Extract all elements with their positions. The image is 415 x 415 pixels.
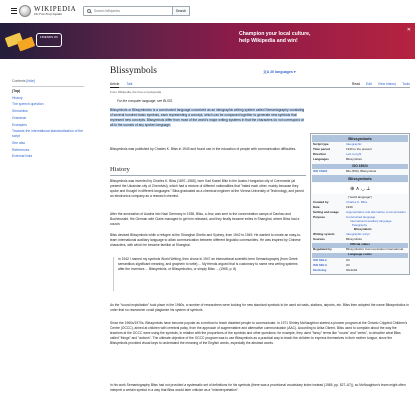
hatnote[interactable]: For the computer language, see BLISS. bbox=[117, 99, 173, 103]
infobox-row: Time period 1949 to the present bbox=[313, 147, 372, 152]
toc-item-grammar[interactable]: Grammar bbox=[12, 115, 27, 120]
infobox-row: ISO 639-2 zbl bbox=[313, 257, 350, 262]
table-of-contents bbox=[12, 79, 84, 161]
toc-item-top[interactable]: (Top) bbox=[12, 88, 21, 93]
infobox-codes-header: Language codes bbox=[312, 253, 408, 258]
infobox-row: Languages Blissymbols bbox=[313, 157, 362, 162]
tab-edit[interactable]: Edit bbox=[366, 82, 372, 86]
infobox-row: Date 1949 bbox=[313, 205, 353, 210]
tab-read[interactable]: Read bbox=[351, 82, 361, 86]
quote-bar bbox=[113, 257, 114, 291]
infobox-row: ISO 15924 Blis (550), Blissymbols bbox=[313, 168, 377, 173]
tools-menu[interactable]: Tools bbox=[402, 82, 410, 86]
wikipedia-globe-icon bbox=[19, 5, 31, 17]
toc-item-examples[interactable]: Examples bbox=[12, 122, 27, 127]
infobox-section-title: Blissymbols bbox=[312, 175, 408, 182]
infobox-caption: ("world language") bbox=[347, 195, 373, 200]
history-paragraph-6: Since the 1960s/1970s, Blissymbols have become popular as a method to teach disabled people to communicate. In 1971 Shirley McNaughton started a pioneer program at the Ontario Crippled Children's Centre (OCCC), aimed at children with cerebral palsy, from the approach of augmentative and alternative communication (AAC). According to Arika Okrent, Bliss used to complain about the way the teachers at the OCCC were using the symbols, in relation with the proportions of the symbols and other questions: for example, they used "fancy" terms like "nouns" and "verbs", to describe what Bliss called "things" and "actions". The ultimate objective of the OCCC program was to use Blissymbols as a practical way to teach the children to express themselves in their mother tongue, since the Blissymbols provided visual keys to understand the meaning of the English words, especially the abstract words. bbox=[110, 321, 408, 345]
tab-talk[interactable]: Talk bbox=[126, 82, 133, 86]
infobox-row: Script type Ideographic bbox=[313, 141, 362, 146]
history-paragraph-5: As the "sound exploitation" took place in the 1960s, a number of researchers were looking for new standard symbols to be used at roads, stations, airports, etc. Bliss then adopted the name Blissymbolics in order that no researcher could plagiarize his system of symbols. bbox=[110, 303, 409, 312]
logo-tagline: The Free Encyclopedia bbox=[34, 11, 62, 16]
history-paragraph-2: After the annexation of Austria into Nazi Germany in 1938, Bliss, a Jew, was sent to the concentration camps of Dachau and Buchenwald. His German wife Claire managed to get him released, and they finally became exiles in Shanghai, where Bliss had a cousin. bbox=[110, 212, 300, 226]
infobox-row: ISO 639-3 zbl bbox=[313, 262, 350, 267]
infobox-row: Regulated by Blissymbolics Communication International bbox=[313, 247, 404, 252]
toc-hide-button[interactable]: [hide] bbox=[26, 79, 35, 83]
logo-title: WIKIPEDIA bbox=[34, 4, 77, 13]
article-header bbox=[110, 66, 410, 77]
infobox-title: Blissymbols bbox=[312, 135, 408, 142]
wikipedia-logo[interactable] bbox=[19, 4, 77, 18]
infobox bbox=[310, 133, 410, 275]
lead-paragraph-2: Blissymbols was published by Charles K. Bliss in 1949 and found use in the education of people with communication difficulties. bbox=[110, 147, 297, 151]
infobox-row: Created by Charles K. Bliss bbox=[313, 200, 368, 205]
close-icon[interactable]: ✕ bbox=[406, 27, 411, 33]
toc-item-standardization[interactable]: Towards the international standardization of the script bbox=[12, 129, 84, 139]
history-heading: History bbox=[110, 166, 306, 176]
banner-logo: FRIENDS OF bbox=[36, 33, 62, 47]
blockquote: In 1942 I named my symbols World Writing, then chose in 1947 an international scientific term Semantography (from Greek semantikos significant meaning, and graphein to write) ... My friends argued that is customary to name new writing systems after the inventors ... Blissymbols, or Blissymbolics, or simply Bliss ... (1965, p. 8) bbox=[118, 257, 298, 271]
search-input[interactable] bbox=[83, 6, 173, 16]
infobox-row: Glottolog blis1234 bbox=[313, 267, 358, 272]
language-icon: 文A bbox=[263, 70, 271, 74]
main-menu-icon[interactable] bbox=[11, 8, 17, 14]
toc-item-see-also[interactable]: See also bbox=[12, 140, 26, 145]
toc-item-external-links[interactable]: External links bbox=[12, 154, 33, 159]
toc-item-references[interactable]: References bbox=[12, 147, 30, 152]
toc-item-speech-question[interactable]: The speech question bbox=[12, 102, 44, 107]
infobox-official-header: Official status bbox=[312, 243, 408, 248]
toc-item-history[interactable]: History bbox=[12, 95, 23, 100]
history-paragraph-3: Bliss devised Blissymbols while a refugee at the Shanghai Ghetto and Sydney, from 1942 to 1949. He wanted to create an easy-to-learn international auxiliary language to allow communication between different linguistic communities. He was inspired by Chinese characters, with which he became familiar at Shanghai. bbox=[110, 233, 302, 247]
page-tabs bbox=[110, 80, 410, 88]
infobox-row: Writing system Ideographic script bbox=[313, 232, 370, 237]
blissymbol-sample-image: ⊕ ∧ ◡ ⟂ bbox=[312, 183, 408, 194]
infobox-iso-header: ISO 15924 bbox=[312, 164, 408, 169]
history-paragraph-1: Blissymbols was invented by Charles K. Bliss (1897–1985), born Karl Kasiel Blitz in the Austro-Hungarian city of Czernowitz (at present the Ukrainian city of Chernivtsi), which had a mixture of different nationalities that "hated each other, mainly because they spoke and thought in different languages." Bliss graduated as a chemical engineer at the Vienna University of Technology, and joined an electronics company as a research chemist. bbox=[110, 179, 304, 198]
search-icon bbox=[87, 9, 91, 13]
banner-tagline: Champion your local culture, help Wikipedia and win! bbox=[239, 31, 311, 45]
language-button[interactable]: 文A 20 languages ▾ bbox=[263, 70, 296, 74]
infobox-row: Purpose Constructed language International auxiliary language Pasigraphy Blissymbols bbox=[313, 215, 392, 232]
site-subtitle: From Wikipedia, the free encyclopedia bbox=[110, 90, 162, 94]
lead-paragraph: Blissymbols or Blissymbolics is a constructed language conceived as an ideographic writing system called Semantography consisting of several hundred basic symbols, each representing a concept, which can be composed together to generate new symbols that represent new concepts. Blissymbols differ from most of the world's major writing systems in that the characters do not correspond at all to the sounds of any spoken language. bbox=[110, 108, 305, 127]
search-button[interactable]: Search bbox=[172, 6, 190, 16]
page-title: Blissymbols bbox=[110, 66, 157, 76]
toc-item-semantics[interactable]: Semantics bbox=[12, 109, 28, 114]
tab-view-history[interactable]: View history bbox=[377, 82, 397, 86]
toc-title: Contents bbox=[12, 79, 26, 83]
infobox-row: Sources Blissymbols bbox=[313, 237, 362, 242]
tab-article[interactable]: Article bbox=[110, 82, 120, 86]
fundraising-banner[interactable] bbox=[0, 23, 415, 59]
search-placeholder: Search Wikipedia bbox=[94, 8, 120, 13]
infobox-row: Setting and usage Augmentative and alternative communication bbox=[313, 210, 406, 215]
infobox-row: Direction Left-to-right bbox=[313, 152, 362, 157]
site-header bbox=[0, 0, 415, 22]
history-paragraph-7: In his work Semantography Bliss had not provided a systematic set of definitions for his symbols (there was a provisional vocabulary index instead (1965, pp. 827–67)), so McNaughton's team might often interpret a certain symbol in a way that Bliss would later criticize as a "misinterpretation". bbox=[110, 383, 406, 392]
